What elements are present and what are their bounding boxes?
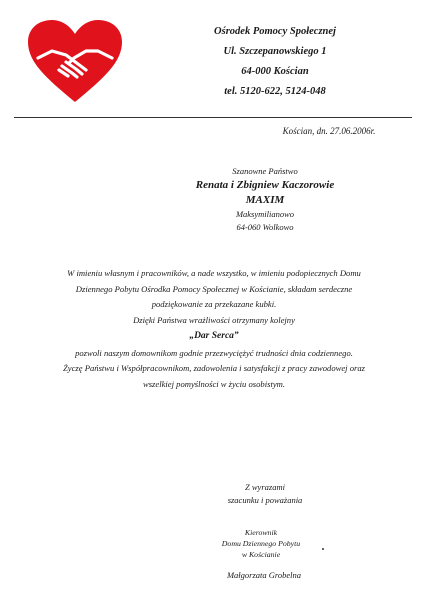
closing-line: szacunku i poważania: [227, 494, 303, 505]
body-line: W imieniu własnym i pracowników, a nade wszystko, w imieniu podopiecznych Domu: [67, 268, 361, 278]
letterhead: [150, 22, 400, 102]
body-line: Dzięki Państwa wrażliwości otrzymany kolejny: [133, 314, 295, 325]
org-name: Ośrodek Pomocy Społecznej: [214, 26, 336, 37]
org-street: Ul. Szczepanowskiego 1: [223, 46, 327, 57]
letter-body: [18, 267, 410, 393]
org-city: 64-000 Kościan: [241, 66, 309, 77]
signer-location: w Kościanie: [241, 550, 281, 559]
recipient-block: [150, 165, 380, 234]
closing-line: Z wyrazami: [245, 482, 285, 492]
signer-department: Domu Dziennego Pobytu: [221, 539, 301, 548]
ink-dot: [322, 548, 324, 550]
signer-title: Kierownik: [244, 528, 278, 537]
org-phone: tel. 5120-622, 5124-048: [224, 86, 326, 97]
heart-handshake-icon: [26, 18, 124, 104]
body-line: Życzę Państwu i Współpracownikom, zadowolenia i satysfakcji z pracy zawodowej oraz: [63, 363, 365, 373]
gift-name: „Dar Serca”: [189, 331, 239, 341]
body-line: wszelkiej pomyślności w życiu osobistym.: [142, 378, 286, 389]
body-line: podziękowanie za przekazane kubki.: [151, 299, 277, 309]
signer-name: Małgorzata Grobelna: [226, 570, 302, 580]
closing-block: [210, 481, 320, 506]
header-divider: [14, 117, 412, 118]
salutation: Szanowne Państwo: [232, 166, 298, 176]
body-line: pozwoli naszym domownikom godnie przezwyciężyć trudności dnia codziennego.: [75, 347, 353, 358]
recipient-names: Renata i Zbigniew Kaczorowie: [195, 179, 335, 191]
letter-date: Kościan, dn. 27.06.2006r.: [282, 126, 376, 136]
recipient-company: MAXIM: [245, 194, 285, 206]
recipient-city: 64-060 Wolkowo: [236, 222, 294, 232]
organization-logo: [26, 18, 124, 104]
recipient-street: Maksymilianowo: [235, 209, 295, 219]
signature-block: [196, 527, 326, 560]
body-line: Dziennego Pobytu Ośrodka Pomocy Społecznej w Kościanie, składam serdeczne: [75, 283, 353, 294]
